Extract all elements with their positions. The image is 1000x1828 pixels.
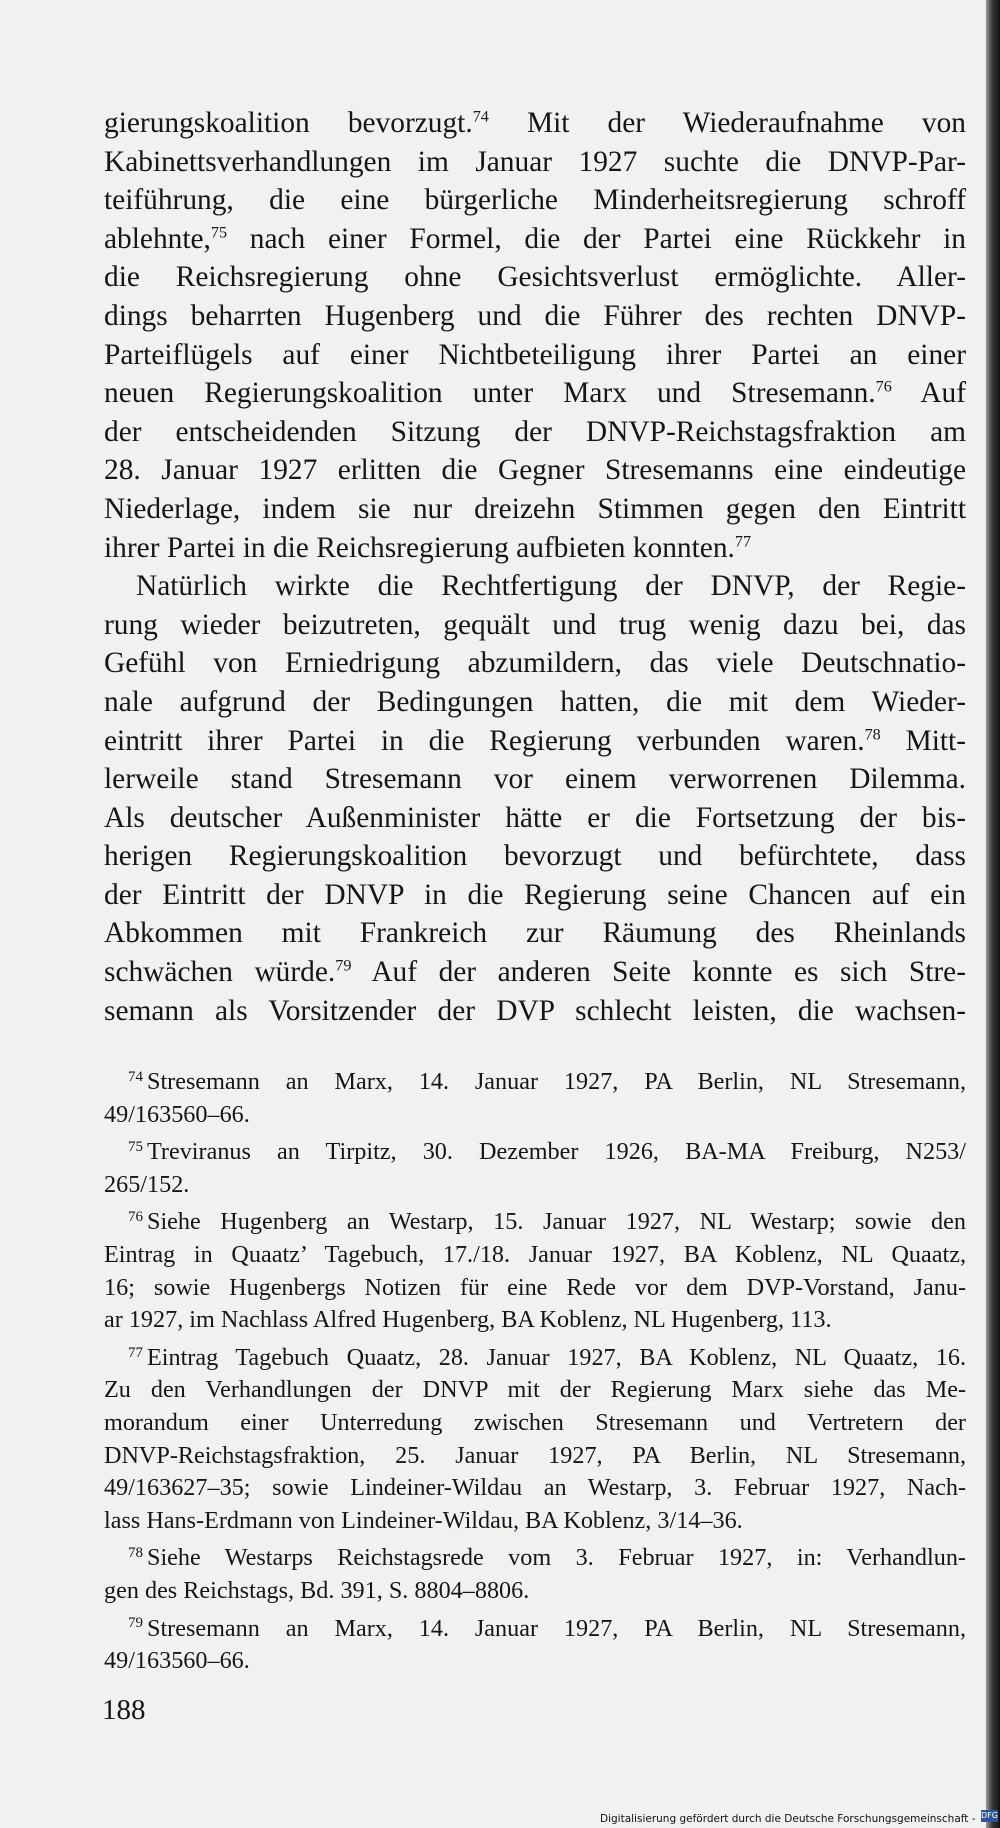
text-line: Natürlich wirkte die Rechtfertigung der DNVP, der Regie-	[136, 570, 966, 603]
footnote-75: $^{75}$ Treviranus an Tirpitz, 30. Dezember 1926, BA-MA Freiburg, N253/ 265/152.	[104, 1138, 966, 1198]
footnote-number: 79	[128, 1615, 143, 1632]
page-number: 188	[102, 1694, 146, 1726]
footnote-ref: 78	[864, 726, 881, 743]
footnote-ref: 79	[335, 957, 352, 975]
footnote-number: 78	[128, 1545, 143, 1562]
footnotes	[104, 1066, 966, 1683]
text-line: Parteiflügels auf einer Nichtbeteiligung ihrer Partei an einer	[104, 338, 966, 371]
footnote-ref: 75	[210, 224, 228, 242]
text-line: Als deutscher Außenminister hätte er die Fortsetzung der bis-	[104, 801, 966, 834]
digitization-credit: Digitalisierung gefördert durch die Deutsche Forschungsgemeinschaft -	[600, 1813, 976, 1825]
text-line: der entscheidenden Sitzung der DNVP-Reichstagsfraktion am	[104, 415, 966, 448]
footnote-number: 77	[128, 1344, 143, 1361]
text-line: 28. Januar 1927 erlitten die Gegner Stresemanns eine eindeutige	[104, 454, 966, 487]
text-line: schwächen würde.$^{79}$ Auf der anderen Seite konnte es sich Stre-	[104, 956, 966, 989]
footnote-77: $^{77}$ Eintrag Tagebuch Quaatz, 28. Januar 1927, BA Koblenz, NL Quaatz, 16. Zu den Verhandlungen der DNVP mit der Regierung Marx siehe das Me- morandum einer Unterredung zwischen Stresemann und Vertretern der DNVP-Reichstagsfraktion, 25. Januar 1927, PA Berlin, NL Stresemann, 49/163627–35; sowie Lindeiner-Wildau an Westarp, 3. Februar 1927, Nach- lass Hans-Erdmann von Lindeiner-Wildau, BA Koblenz, 3/14–36.	[104, 1343, 966, 1534]
footnote-76: $^{76}$ Siehe Hugenberg an Westarp, 15. Januar 1927, NL Westarp; sowie den Eintrag in Quaatz’ Tagebuch, 17./18. Januar 1927, BA Koblenz, NL Quaatz, 16; sowie Hugenbergs Notizen für eine Rede vor dem DVP-Vorstand, Janu- ar 1927, im Nachlass Alfred Hugenberg, BA Koblenz, NL Hugenberg, 113.	[104, 1208, 966, 1334]
text-line: dings beharrten Hugenberg und die Führer des rechten DNVP-	[104, 299, 966, 332]
footnote-number: 76	[128, 1209, 143, 1226]
text-line: semann als Vorsitzender der DVP schlecht leisten, die wachsen-	[104, 994, 966, 1027]
text-line: nale aufgrund der Bedingungen hatten, die mit dem Wieder-	[104, 685, 966, 718]
text-line: Gefühl von Erniedrigung abzumildern, das viele Deutschnatio-	[104, 647, 966, 680]
main-text	[104, 104, 966, 1030]
text-line: lerweile stand Stresemann vor einem verworrenen Dilemma.	[104, 763, 966, 796]
dfg-logo: DFG	[981, 1811, 998, 1820]
footnote-ref: 76	[875, 378, 892, 396]
text-line: Abkommen mit Frankreich zur Räumung des Rheinlands	[104, 917, 966, 950]
footnote-78: $^{78}$ Siehe Westarps Reichstagsrede vom 3. Februar 1927, in: Verhandlun- gen des Reichstags, Bd. 391, S. 8804–8806.	[104, 1544, 966, 1604]
footnote-ref: 74	[472, 108, 489, 126]
footnote-74: $^{74}$ Stresemann an Marx, 14. Januar 1927, PA Berlin, NL Stresemann, 49/163560–66.	[104, 1068, 966, 1128]
footnote-number: 74	[128, 1068, 143, 1085]
text-line: gierungskoalition bevorzugt.$^{74}$ Mit der Wiederaufnahme von	[104, 107, 967, 139]
text-line: teiführung, die eine bürgerliche Minderheitsregierung schroff	[104, 184, 966, 217]
footnote-79: $^{79}$ Stresemann an Marx, 14. Januar 1927, PA Berlin, NL Stresemann, 49/163560–66.	[104, 1614, 966, 1675]
page-edge-shadow	[986, 0, 1000, 1828]
text-line: neuen Regierungskoalition unter Marx und Stresemann.$^{76}$ Auf	[104, 377, 967, 410]
text-line: Kabinettsverhandlungen im Januar 1927 suchte die DNVP-Par-	[104, 145, 966, 178]
text-line: eintritt ihrer Partei in die Regierung verbunden waren.$^{78}$ Mitt-	[104, 724, 966, 757]
text-line: herigen Regierungskoalition bevorzugt und befürchtete, dass	[104, 840, 966, 873]
text-line: rung wieder beizutreten, gequält und trug wenig dazu bei, das	[104, 608, 966, 641]
text-line: ablehnte,$^{75}$ nach einer Formel, die der Partei eine Rückkehr in	[104, 222, 966, 255]
footnote-ref: 77	[734, 533, 752, 551]
text-line: die Reichsregierung ohne Gesichtsverlust ermöglichte. Aller-	[104, 261, 966, 294]
text-line: der Eintritt der DNVP in die Regierung seine Chancen auf ein	[104, 878, 966, 911]
text-line: Niederlage, indem sie nur dreizehn Stimmen gegen den Eintritt	[104, 492, 966, 525]
text-line: ihrer Partei in die Reichsregierung aufbieten konnten.$^{77}$	[104, 531, 752, 564]
footnote-number: 75	[128, 1138, 143, 1155]
